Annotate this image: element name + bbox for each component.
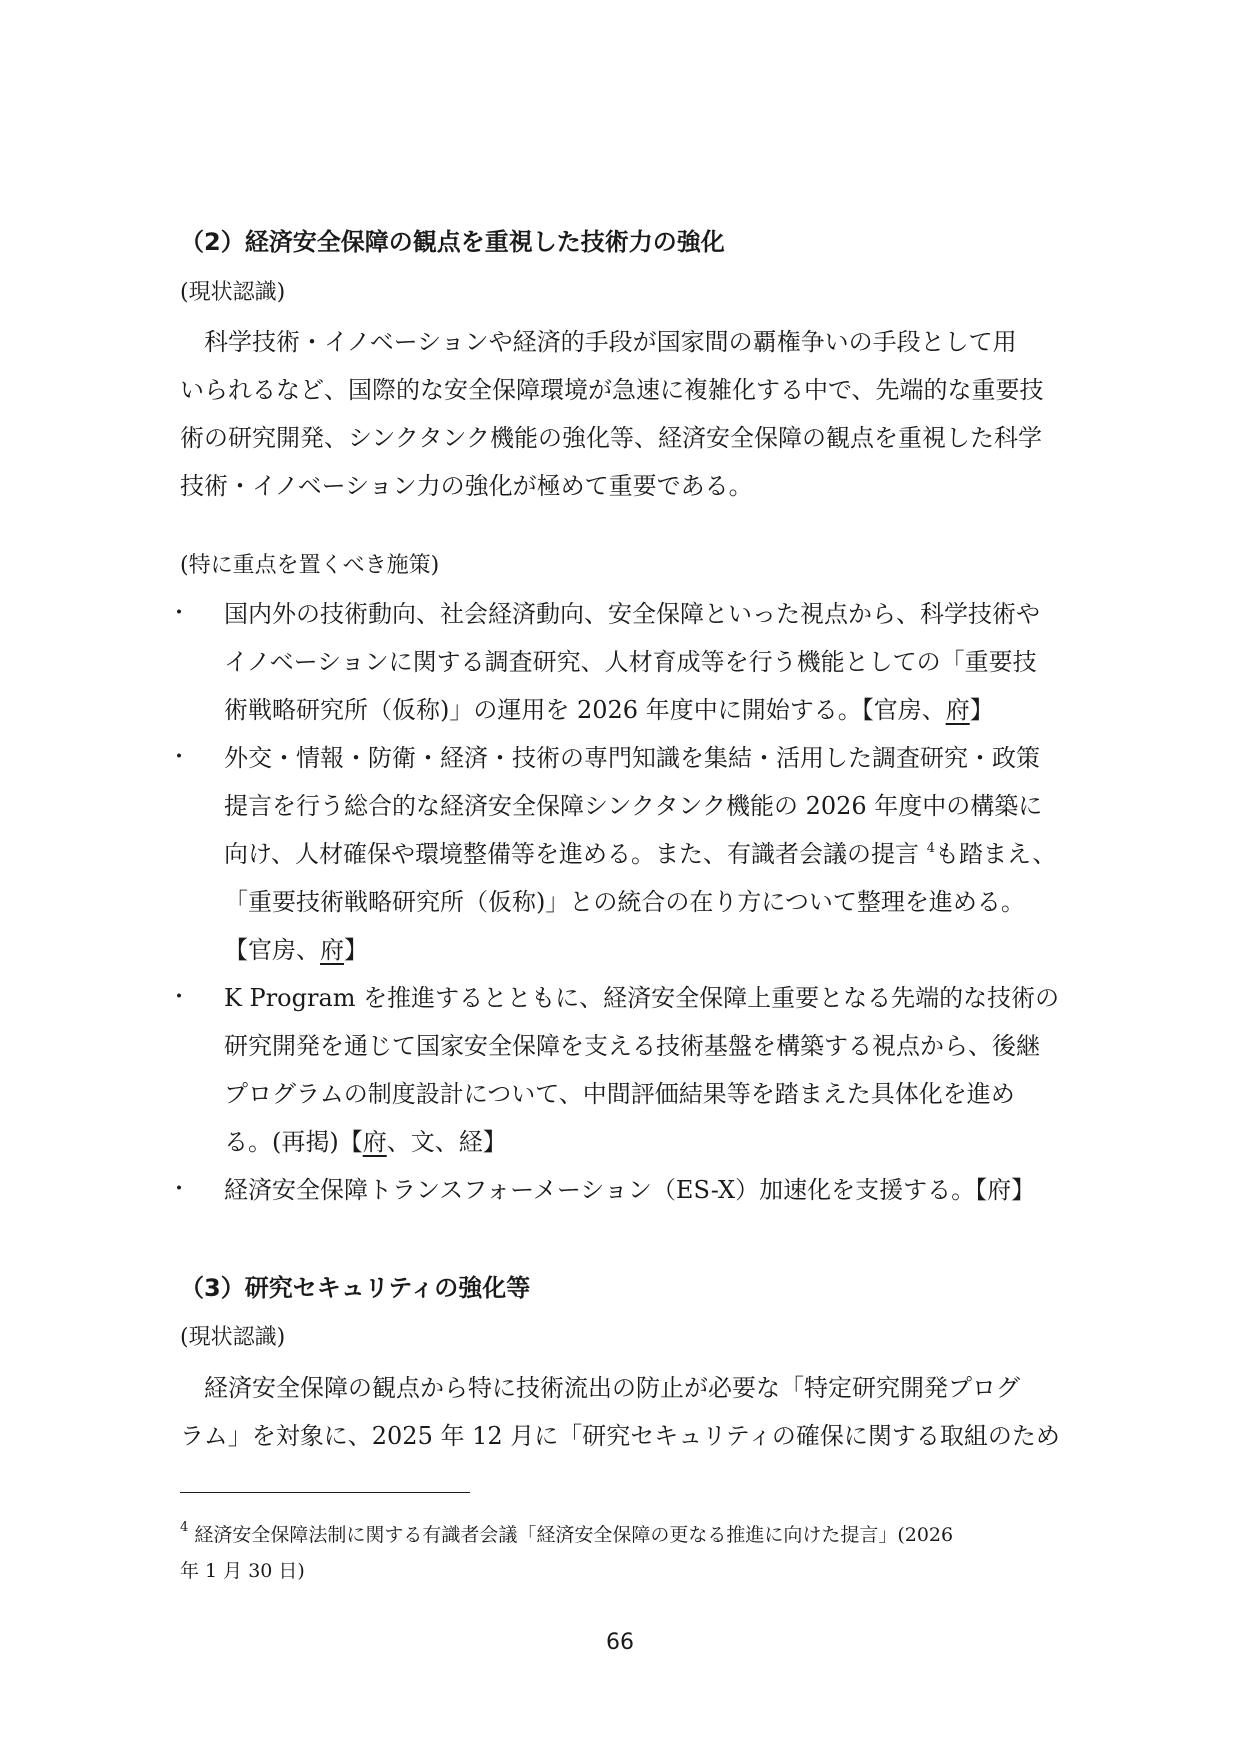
paragraph-line: 経済安全保障の観点から特に技術流出の防止が必要な「特定研究開発プログ — [180, 1374, 1020, 1402]
bullet-line: 向け、人材確保や環境整備等を進める。また、有識者会議の提言 $^4$も踏まえ、 — [224, 840, 1057, 868]
footnote-number: 4 — [180, 1520, 189, 1535]
paragraph-line: 術の研究開発、シンクタンク機能の強化等、経済安全保障の観点を重視した科学 — [180, 424, 1042, 452]
footnote-line: $^4$ 経済安全保障法制に関する有識者会議「経済安全保障の更なる推進に向けた提言」(2026 — [180, 1520, 954, 1546]
bullet-marker: ・ — [168, 1177, 191, 1202]
paragraph-line: いられるなど、国際的な安全保障環境が急速に複雑化する中で、先端的な重要技 — [180, 376, 1044, 404]
bullet-marker: ・ — [168, 601, 191, 626]
bullet-line: 研究開発を通じて国家安全保障を支える技術基盤を構築する視点から、後継 — [224, 1032, 1040, 1060]
paragraph-line: ラム」を対象に、2025 年 12 月に「研究セキュリティの確保に関する取組のため — [180, 1422, 1060, 1450]
bullet-marker: ・ — [168, 745, 191, 770]
bullet-line: プログラムの制度設計について、中間評価結果等を踏まえた具体化を進め — [224, 1080, 1015, 1108]
bullet-line: 提言を行う総合的な経済安全保障シンクタンク機能の 2026 年度中の構築に — [224, 792, 1043, 820]
paragraph-line: 科学技術・イノベーションや経済的手段が国家間の覇権争いの手段として用 — [180, 328, 1017, 356]
ministry-underlined: 府 — [320, 936, 344, 964]
current-recognition-label: (現状認識) — [180, 1325, 286, 1350]
current-recognition-label: (現状認識) — [180, 280, 286, 305]
bullet-line: K Program を推進するとともに、経済安全保障上重要となる先端的な技術の — [224, 984, 1060, 1012]
ministry-underlined: 府 — [362, 1128, 387, 1156]
ministry-underlined: 府 — [945, 696, 970, 724]
bullet-marker: ・ — [168, 985, 191, 1010]
bullet-line: る。(再掲)【府、文、経】 — [224, 1128, 507, 1156]
footnote-divider — [180, 1492, 470, 1493]
bullet-line: 「重要技術戦略研究所（仮称)」との統合の在り方について整理を進める。 — [224, 888, 1025, 916]
bullet-line: 【官房、府】 — [224, 936, 368, 964]
paragraph-line: 技術・イノベーション力の強化が極めて重要である。 — [180, 472, 753, 500]
footnote-line: 年 1 月 30 日) — [180, 1560, 305, 1582]
bullet-line: 外交・情報・防衛・経済・技術の専門知識を集結・活用した調査研究・政策 — [224, 744, 1040, 772]
footnote-ref: 4 — [926, 841, 935, 856]
section-heading: （2）経済安全保障の観点を重視した技術力の強化 — [180, 228, 725, 256]
page-number: 66 — [606, 1630, 634, 1655]
priority-measures-label: (特に重点を置くべき施策) — [180, 553, 440, 578]
bullet-line: 術戦略研究所（仮称)」の運用を 2026 年度中に開始する。【官房、府】 — [224, 696, 994, 724]
section-heading: （3）研究セキュリティの強化等 — [180, 1274, 531, 1302]
bullet-line: イノベーションに関する調査研究、人材育成等を行う機能としての「重要技 — [224, 648, 1037, 676]
bullet-line: 経済安全保障トランスフォーメーション（ES-X）加速化を支援する。【府】 — [224, 1176, 1036, 1204]
bullet-line: 国内外の技術動向、社会経済動向、安全保障といった視点から、科学技術や — [224, 600, 1040, 628]
